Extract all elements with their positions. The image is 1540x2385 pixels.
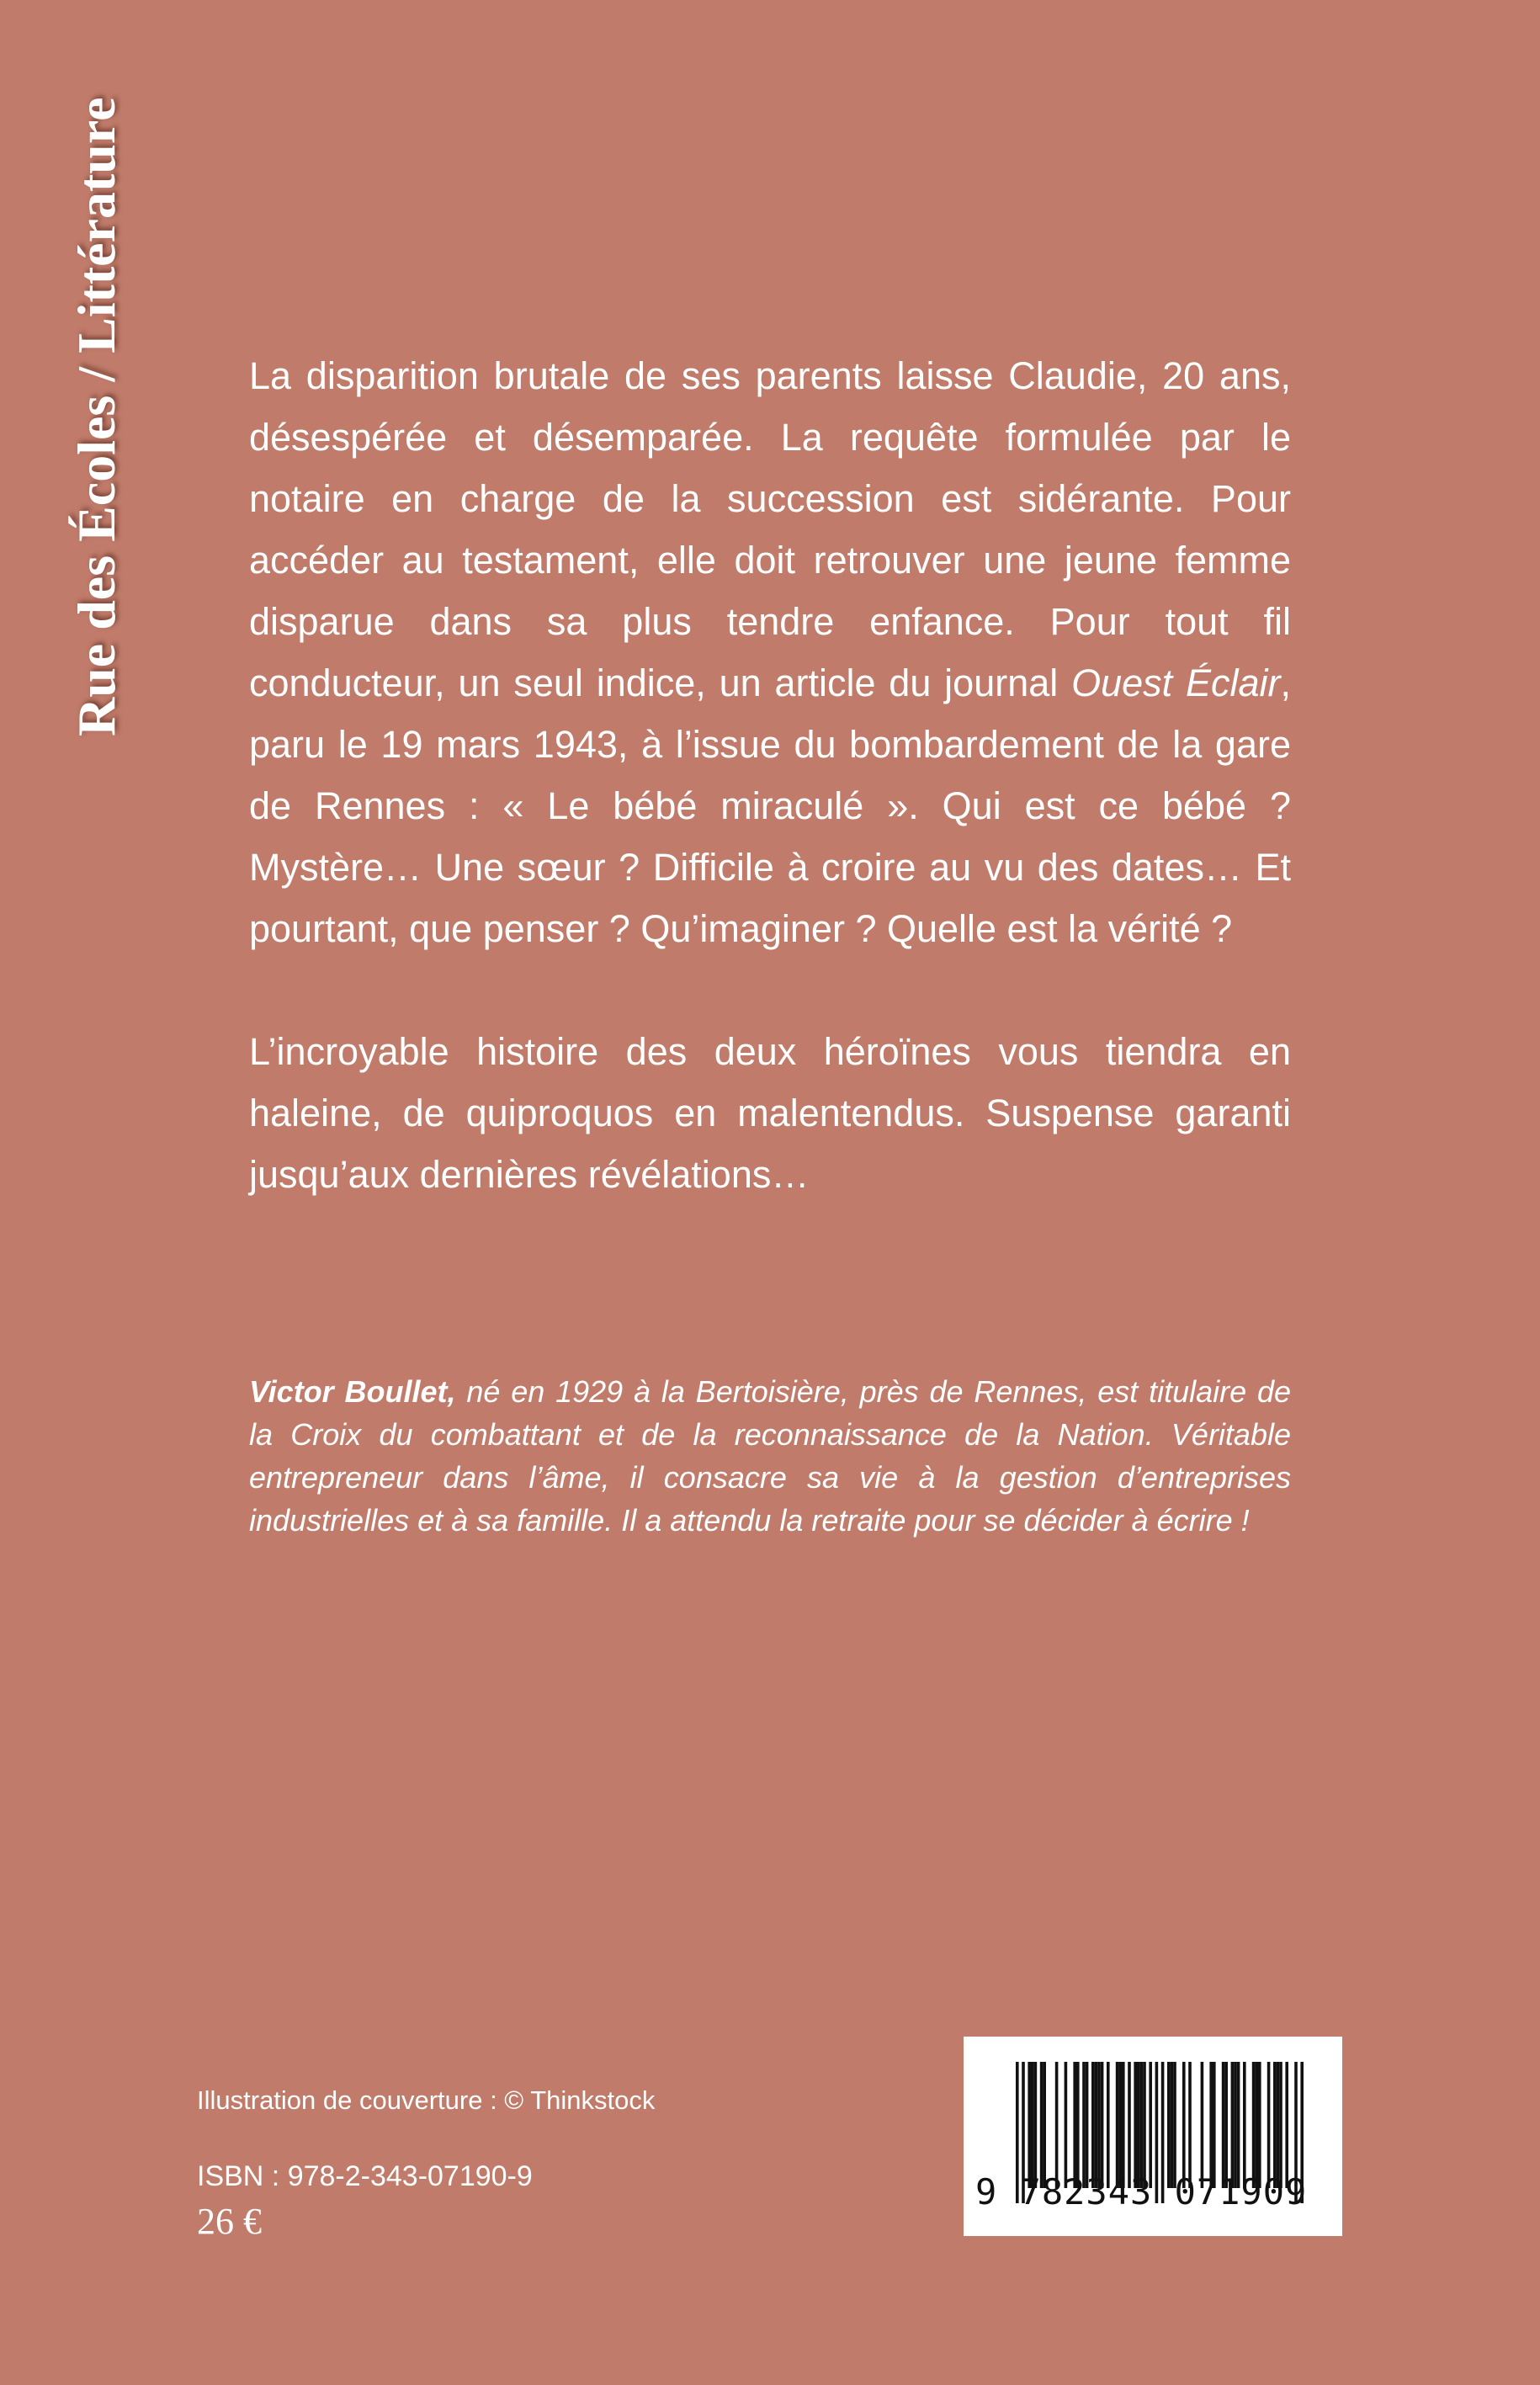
- synopsis: [249, 345, 1291, 1267]
- barcode-bar: [1140, 2062, 1144, 2188]
- barcode-bar: [1095, 2062, 1098, 2188]
- barcode-bar: [1091, 2062, 1095, 2188]
- barcode-bar: [1167, 2062, 1171, 2188]
- author-bio-text: né en 1929 à la Bertoisière, près de Rennes, est titulaire de la Croix du combattant et de la reconnaissance de la Nation. Véritable entrepreneur dans l’âme, il consacre sa vie à la gestion d’entreprises industrielles et à sa famille. Il a attendu la retraite pour se décider à écrire !: [249, 1374, 1291, 1538]
- barcode-bar: [1149, 2062, 1152, 2188]
- barcode-bar: [1279, 2062, 1282, 2188]
- author-bio: [249, 1370, 1291, 1542]
- barcode-bar: [1073, 2062, 1076, 2188]
- barcode-bar: [1173, 2062, 1176, 2188]
- barcode-bar: [1116, 2062, 1119, 2188]
- synopsis-paragraph-1: [249, 345, 1291, 959]
- barcode-bar: [1277, 2062, 1280, 2188]
- barcode-bar: [1040, 2062, 1043, 2188]
- barcode-bar: [1118, 2062, 1122, 2188]
- barcode-bar: [1237, 2062, 1240, 2188]
- barcode-bar: [1255, 2062, 1258, 2188]
- barcode-bar: [1209, 2062, 1213, 2188]
- barcode-bar: [1243, 2062, 1246, 2188]
- barcode-bar: [1097, 2062, 1101, 2188]
- barcode-bar: [1065, 2062, 1068, 2188]
- barcode-bar: [1134, 2062, 1137, 2188]
- barcode-bar: [1137, 2062, 1140, 2188]
- barcode-bar: [1171, 2062, 1174, 2188]
- price: 26 €: [197, 2201, 262, 2242]
- barcode-bar: [1188, 2062, 1192, 2188]
- barcode-bar: [1213, 2062, 1216, 2188]
- barcode-bar: [1082, 2062, 1086, 2188]
- barcode-bar: [1143, 2062, 1146, 2188]
- isbn: ISBN : 978-2-343-07190-9: [197, 2160, 533, 2192]
- barcode-bar: [1258, 2062, 1261, 2188]
- barcode-bar: [1122, 2062, 1125, 2188]
- barcode-bar: [1076, 2062, 1080, 2188]
- barcode-digits: 9 782343 071909: [975, 2171, 1308, 2212]
- barcode-bar: [1182, 2062, 1186, 2188]
- barcode-bar: [1252, 2062, 1256, 2188]
- barcode-bar: [1285, 2062, 1288, 2188]
- barcode-bar: [1201, 2062, 1204, 2188]
- barcode-bar: [1028, 2062, 1031, 2188]
- barcode-bar: [1034, 2062, 1038, 2188]
- synopsis-paragraph-2: L’incroyable histoire des deux héroïnes vous tiendra en haleine, de quiproquos en malentendus. Suspense garanti jusqu’aux dernières révélations…: [249, 1030, 1291, 1196]
- barcode-bar: [1224, 2062, 1228, 2188]
- barcode-bar: [1031, 2062, 1034, 2188]
- barcode-bar: [1273, 2062, 1277, 2188]
- barcode-bar: [1107, 2062, 1110, 2188]
- barcode-bar: [1055, 2062, 1059, 2188]
- synopsis-text-a: La disparition brutale de ses parents laisse Claudie, 20 ans, désespérée et désemparée. La requête formulée par le notaire en charge de la succession est sidérante. Pour accéder au testament, elle doit retrouver une jeune femme disparue dans sa plus tendre enfance. Pour tout fil conducteur, un seul indice, un article du journal: [249, 354, 1291, 704]
- barcode: [964, 2037, 1342, 2236]
- barcode-bar: [1234, 2062, 1237, 2188]
- author-name: Victor Boullet,: [249, 1374, 456, 1409]
- barcode-bar: [1101, 2062, 1104, 2188]
- newspaper-title: Ouest Éclair: [1071, 661, 1281, 704]
- barcode-bar: [1231, 2062, 1235, 2188]
- barcode-bar: [1128, 2062, 1131, 2188]
- barcode-bar: [1086, 2062, 1089, 2188]
- collection-name: Rue des Écoles / Littérature: [66, 97, 126, 736]
- barcode-bar: [1222, 2062, 1225, 2188]
- synopsis-text-b: , paru le 19 mars 1943, à l’issue du bombardement de la gare de Rennes : « Le bébé miraculé ». Qui est ce bébé ? Mystère… Une sœur ? Difficile à croire au vu des dates… Et pourtant, que penser ? Qu’imaginer ? Quelle est la vérité ?: [249, 661, 1291, 950]
- cover-credit: Illustration de couverture : © Thinkstock: [197, 2085, 656, 2115]
- barcode-bar: [1267, 2062, 1271, 2188]
- barcode-bar: [1043, 2062, 1046, 2188]
